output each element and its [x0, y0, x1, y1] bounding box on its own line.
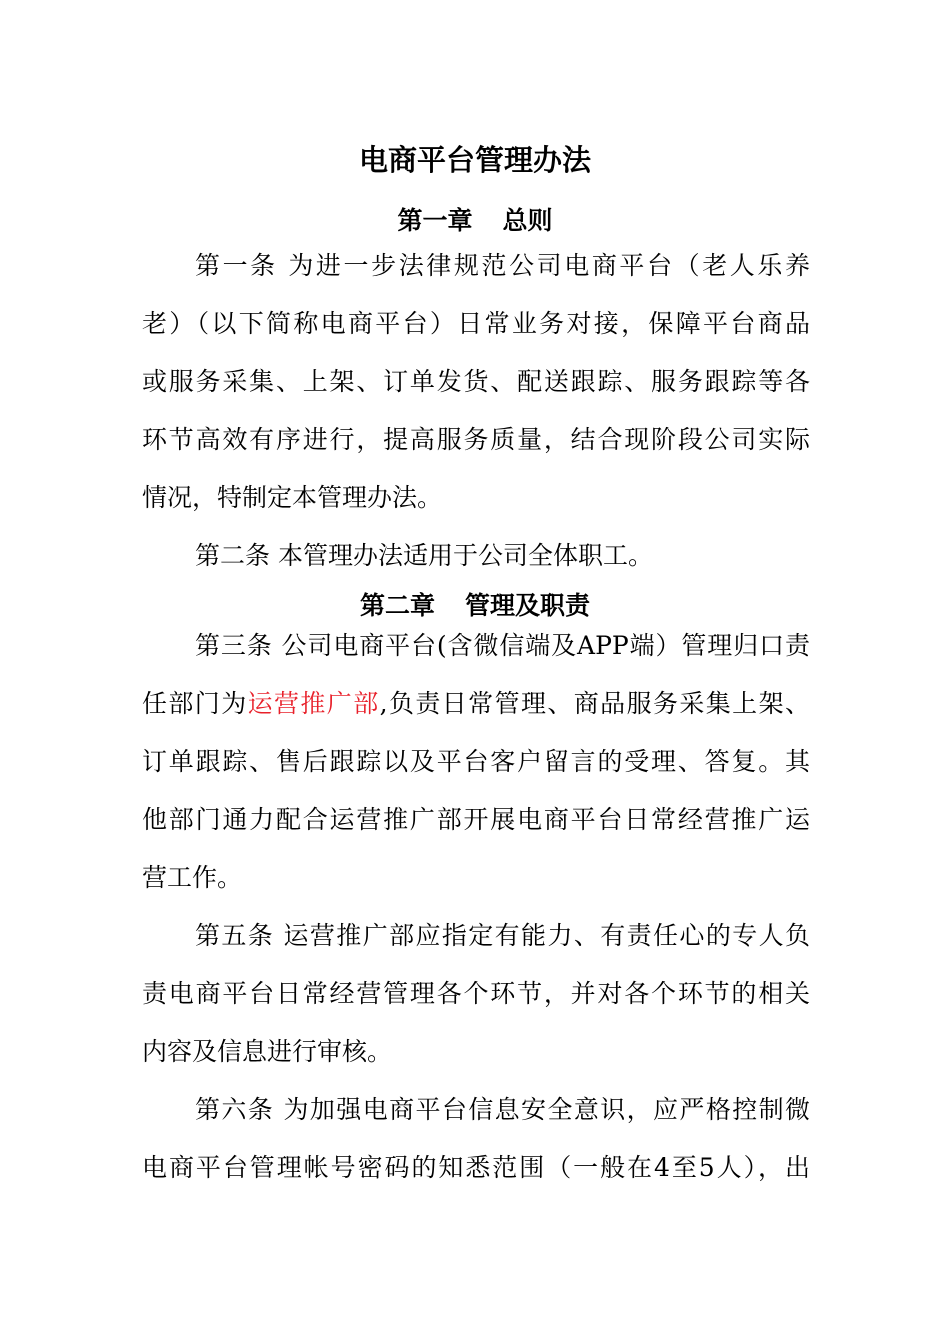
article-6-line-2: 电商平台管理帐号密码的知悉范围（一般在4至5人），出 [142, 1153, 810, 1182]
article-6-line-1: 第六条 为加强电商平台信息安全意识，应严格控制微 [195, 1095, 810, 1124]
document-title: 电商平台管理办法 [358, 143, 591, 177]
article-1-line-5: 情况，特制定本管理办法。 [142, 483, 443, 512]
article-5-line-1: 第五条 运营推广部应指定有能力、有责任心的专人负 [195, 921, 810, 950]
article-3-line-1: 第三条 公司电商平台(含微信端及APP端）管理归口责 [195, 631, 810, 660]
article-3-line-5: 营工作。 [142, 863, 243, 892]
article-1-line-2: 老）（以下简称电商平台）日常业务对接，保障平台商品 [142, 309, 810, 338]
article-1-line-4: 环节高效有序进行，提高服务质量，结合现阶段公司实际 [142, 425, 810, 454]
chapter-2-name: 管理及职责 [465, 591, 591, 620]
article-5-line-3: 内容及信息进行审核。 [142, 1037, 393, 1066]
article-3-line-2 [142, 686, 810, 722]
chapter-2-heading [0, 588, 950, 624]
article-3-line-3: 订单跟踪、售后跟踪以及平台客户留言的受理、答复。其 [142, 747, 810, 776]
article-3-line-4: 他部门通力配合运营推广部开展电商平台日常经营推广运 [142, 805, 810, 834]
article-1-line-1: 第一条 为进一步法律规范公司电商平台（老人乐养 [195, 251, 810, 280]
chapter-1-name: 总则 [502, 206, 553, 235]
chapter-1-number: 第一章 [397, 206, 473, 235]
article-3-line-2-post: ,负责日常管理、商品服务采集上架、 [379, 689, 810, 718]
chapter-2-number: 第二章 [359, 591, 435, 620]
article-2-line-1: 第二条 本管理办法适用于公司全体职工。 [195, 541, 653, 570]
department-highlight: 运营推广部 [247, 689, 380, 718]
article-1-line-3: 或服务采集、上架、订单发货、配送跟踪、服务跟踪等各 [142, 367, 810, 396]
article-5-line-2: 责电商平台日常经营管理各个环节，并对各个环节的相关 [142, 979, 810, 1008]
article-3-line-2-pre: 任部门为 [142, 689, 248, 718]
chapter-1-heading [0, 203, 950, 239]
